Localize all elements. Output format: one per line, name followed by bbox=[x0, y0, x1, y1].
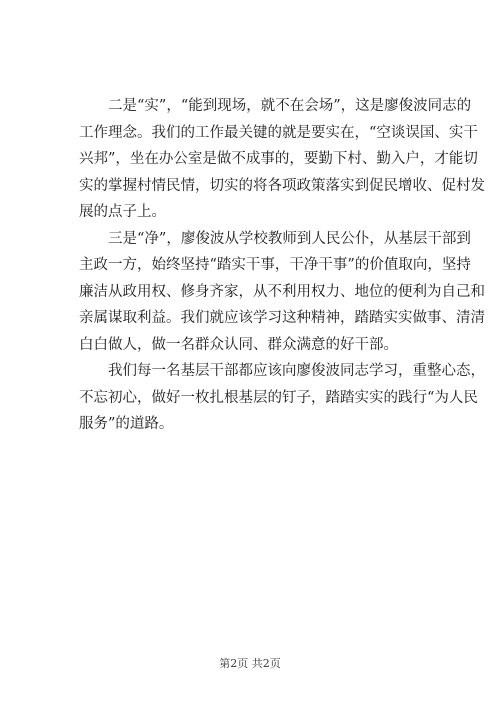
page-number-footer: 第2页 共2页 bbox=[219, 657, 281, 670]
paragraph-3 bbox=[79, 358, 485, 438]
paragraph-line: 廉洁从政用权、修身齐家，从不利用权力、地位的便利为自己和 bbox=[79, 283, 485, 300]
paragraph-line: 主政一方，始终坚持“踏实干事，干净干事”的价值取向，坚持 bbox=[79, 257, 471, 273]
paragraph-line: 实的掌握村情民情，切实的将各项政策落实到促民增收、促村发 bbox=[79, 177, 485, 194]
paragraph-line: 三是“净”，廖俊波从学校教师到人民公仆，从基层干部到 bbox=[108, 230, 471, 247]
paragraph-line: 服务”的道路。 bbox=[79, 416, 174, 432]
paragraph-line: 兴邦”，坐在办公室是做不成事的，要勤下村、勤入户，才能切 bbox=[79, 151, 478, 167]
paragraph-line: 亲属谋取利益。我们就应该学习这种精神，踏踏实实做事、清清 bbox=[79, 310, 485, 326]
paragraph-line: 我们每一名基层干部都应该向廖俊波同志学习，重整心态， bbox=[108, 363, 485, 379]
paragraph-line: 白白做人，做一名群众认同、群众满意的好干部。 bbox=[79, 336, 398, 353]
paragraph-line: 工作理念。我们的工作最关键的就是要实在，“空谈误国、实干 bbox=[79, 124, 478, 141]
paragraph-line: 二是“实”，“能到现场，就不在会场”，这是廖俊波同志的 bbox=[108, 98, 472, 114]
paragraph-line: 展的点子上。 bbox=[79, 204, 166, 220]
paragraph-line: 不忘初心，做好一枚扎根基层的钉子，踏踏实实的践行“为人民 bbox=[79, 389, 478, 406]
paragraph-2 bbox=[79, 226, 485, 359]
document-body bbox=[79, 93, 485, 438]
paragraph-1 bbox=[79, 93, 485, 226]
